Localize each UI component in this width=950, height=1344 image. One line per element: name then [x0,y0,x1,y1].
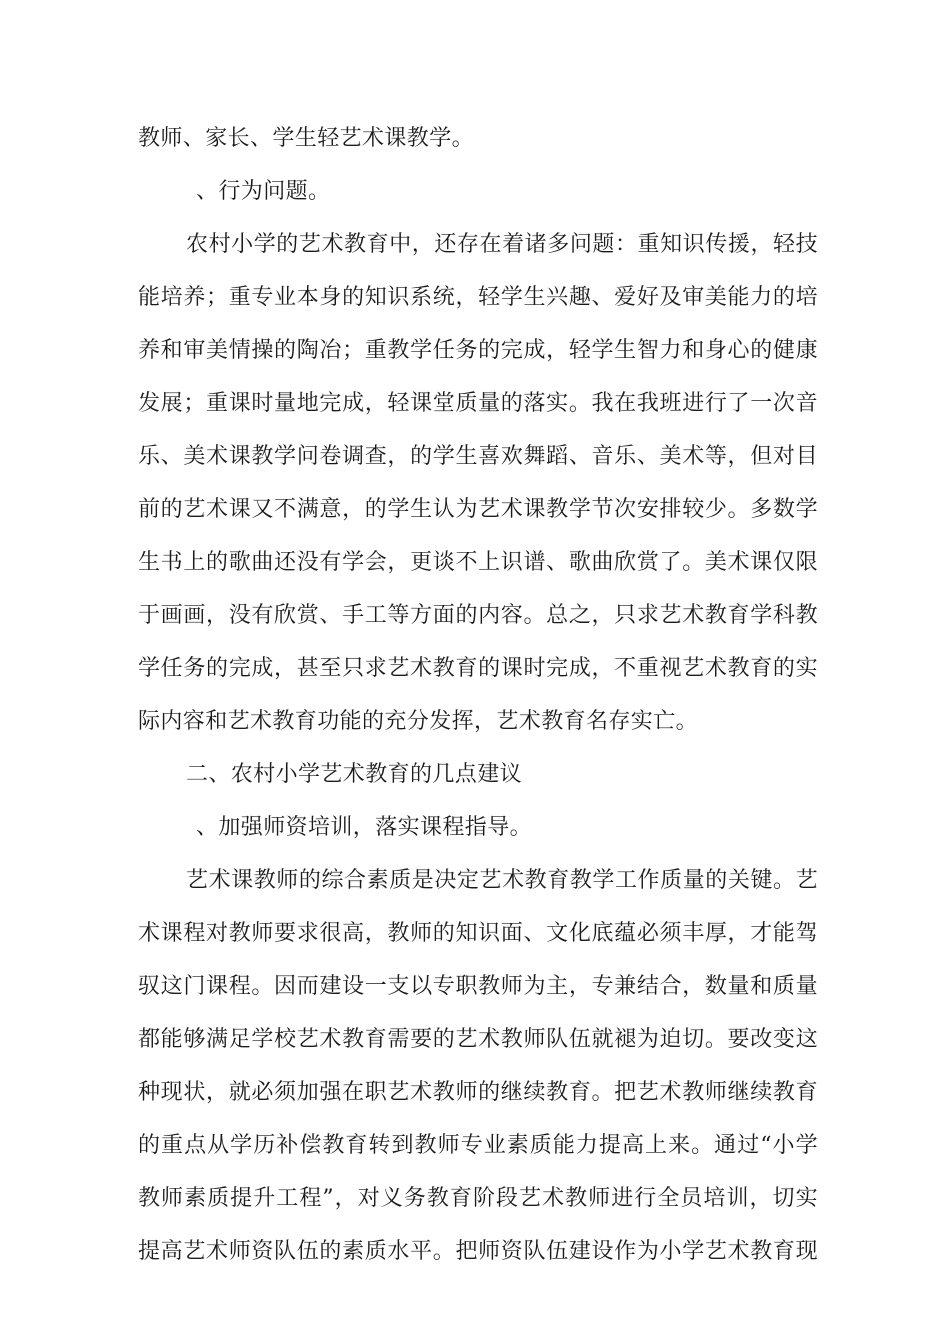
section-heading-suggestions: 二、农村小学艺术教育的几点建议 [186,762,523,787]
text-line-15: 艺术课教师的综合素质是决定艺术教育教学工作质量的关键。艺 [186,868,818,893]
text-line-19: 种现状，就必须加强在职艺术教师的继续教育。把艺术教师继续教育 [138,1080,818,1105]
text-line-18: 都能够满足学校艺术教育需要的艺术教师队伍就褪为迫切。要改变这 [138,1027,818,1052]
text-line-9: 生书上的歌曲还没有学会，更谈不上识谱、歌曲欣赏了。美术课仅限 [138,550,818,575]
text-line-8: 前的艺术课又不满意，的学生认为艺术课教学节次安排较少。多数学 [138,497,818,522]
subheading-teacher-training: 、加强师资培训，落实课程指导。 [196,815,533,840]
text-line-10: 于画画，没有欣赏、手工等方面的内容。总之，只求艺术教育学科教 [138,603,818,628]
text-line-22: 提高艺术师资队伍的素质水平。把师资队伍建设作为小学艺术教育现 [138,1239,818,1264]
text-line-1: 教师、家长、学生轻艺术课教学。 [138,126,475,151]
text-line-5: 养和审美情操的陶冶；重教学任务的完成，轻学生智力和身心的健康 [138,338,818,363]
text-line-4: 能培养；重专业本身的知识系统，轻学生兴趣、爱好及审美能力的培 [138,285,818,310]
text-line-11: 学任务的完成，甚至只求艺术教育的课时完成，不重视艺术教育的实 [138,656,818,681]
text-line-20: 的重点从学历补偿教育转到教师专业素质能力提高上来。通过“小学 [138,1133,818,1158]
subheading-behavior-problems: 、行为问题。 [196,179,331,204]
text-line-6: 发展；重课时量地完成，轻课堂质量的落实。我在我班进行了一次音 [138,391,818,416]
text-line-21: 教师素质提升工程”，对义务教育阶段艺术教师进行全员培训，切实 [138,1186,818,1211]
text-line-16: 术课程对教师要求很高，教师的知识面、文化底蕴必须丰厚，才能驾 [138,921,818,946]
text-line-12: 际内容和艺术教育功能的充分发挥，艺术教育名存实亡。 [138,709,699,734]
text-line-7: 乐、美术课教学问卷调查，的学生喜欢舞蹈、音乐、美术等，但对目 [138,444,818,469]
text-line-3: 农村小学的艺术教育中，还存在着诸多问题：重知识传援，轻技 [186,232,818,257]
text-line-17: 驭这门课程。因而建设一支以专职教师为主，专兼结合，数量和质量 [138,974,818,999]
